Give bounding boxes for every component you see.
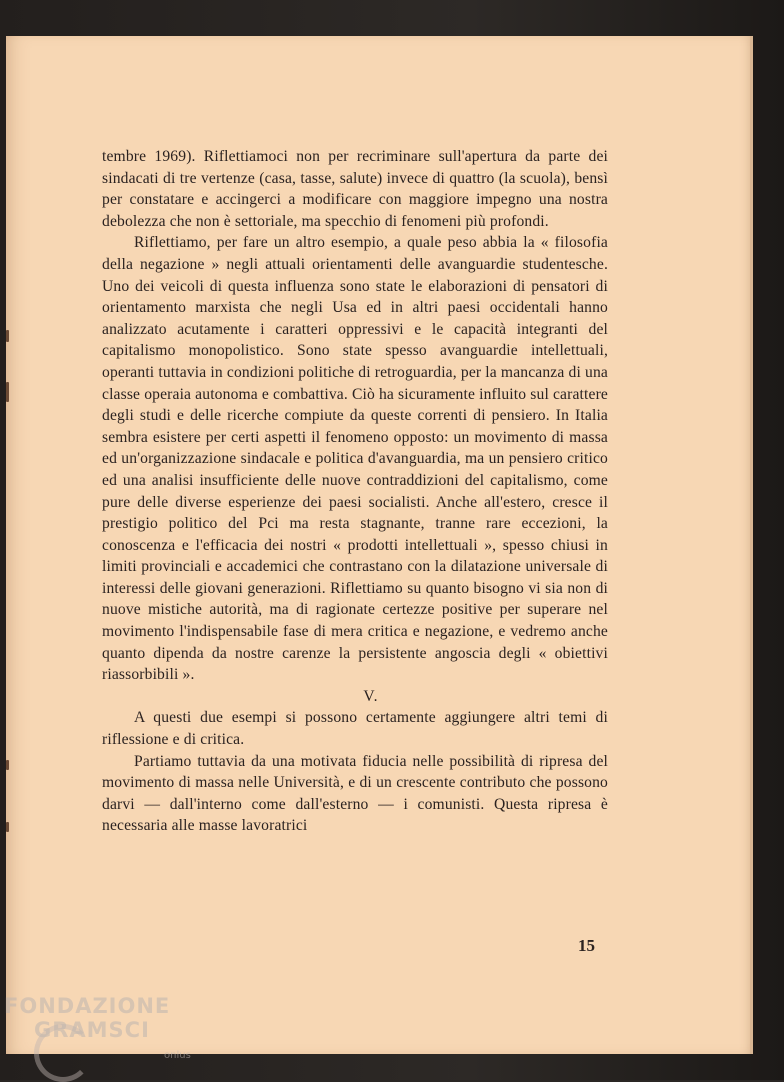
paragraph: tembre 1969). Riflettiamoci non per recriminare sull'apertura da parte dei sindacati di tre vertenze (casa, tasse, salute) invece di quattro (la scuola), bensì per constatare e accingerci a modificare con maggiore impegno una nostra debolezza che non è settoriale, ma specchio di fenomeni più profondi.	[102, 148, 608, 230]
binding-mark	[6, 330, 9, 342]
section-heading: V.	[363, 687, 379, 705]
paragraph: Partiamo tuttavia da una motivata fiducia nelle possibilità di ripresa del movimento di massa nelle Università, e di un crescente contributo che possono darvi — dall'interno come dall'esterno — i comunisti. Questa ripresa è necessaria alle masse lavoratrici	[102, 752, 608, 835]
body-text	[102, 146, 608, 837]
binding-mark	[6, 822, 9, 832]
paragraph: Riflettiamo, per fare un altro esempio, a quale peso abbia la « filosofia della negazione » negli attuali orientamenti delle avanguardie studentesche. Uno dei veicoli di questa influenza sono state le elaborazioni di pensatori di orientamento marxista che negli Usa ed in altri paesi occidentali hanno analizzato acutamente i caratteri oppressivi e le capacità integranti del capitalismo monopolistico. Sono state spesso avanguardie intellettuali, operanti tuttavia in condizioni politiche di retroguardia, per la mancanza di una classe operaia autonoma e combattiva. Ciò ha sicuramente influito sul carattere degli studi e delle ricerche compiute da queste correnti di pensiero. In Italia sembra esistere per certi aspetti il fenomeno opposto: un movimento di massa ed un'organizzazione sindacale e politica d'avanguardia, ma un pensiero critico ed una analisi insufficiente delle nuove contraddizioni del capitalismo, come pure delle diverse esperienze dei paesi socialisti. Anche all'estero, cresce il prestigio politico del Pci ma resta stagnante, tranne rare eccezioni, la conoscenza e l'efficacia dei nostri « prodotti intellettuali », spesso chiusi in limiti provinciali e accademici che contrastano con la dilatazione universale di interessi delle giovani generazioni. Riflettiamo su quanto bisogno vi sia non di nuove mistiche autorità, ma di ragionate certezze positive per superare nel movimento l'indispensabile fase di mera critica e negazione, e vedremo anche quanto dipenda da nostre carenze la persistente angoscia degli « obiettivi riassorbibili ».	[102, 234, 608, 684]
watermark-line-2: GRAMSCI	[34, 1018, 150, 1042]
watermark-line-3: onlus	[164, 1050, 191, 1061]
watermark-line-1: FONDAZIONE	[4, 994, 171, 1018]
page-number: 15	[578, 936, 595, 955]
binding-mark	[6, 760, 9, 770]
binding-mark	[6, 382, 9, 402]
page-edge	[750, 36, 753, 1054]
paragraph: A questi due esempi si possono certamente aggiungere altri temi di riflessione e di critica.	[102, 709, 608, 749]
